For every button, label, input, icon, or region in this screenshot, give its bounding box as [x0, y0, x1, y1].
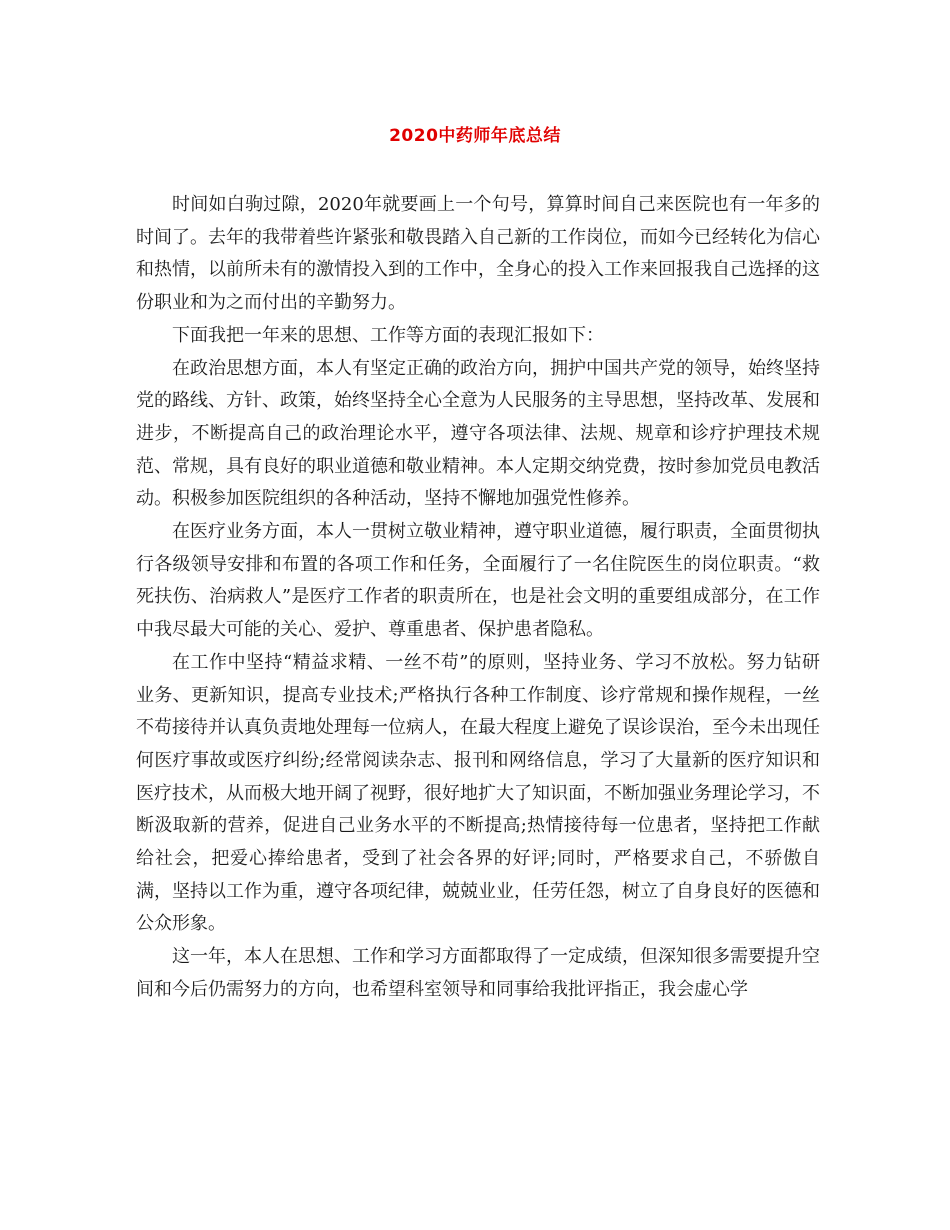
paragraph-principles: 在工作中坚持“精益求精、一丝不苟”的原则，坚持业务、学习不放松。努力钻研业务、更新知识，提高专业技术;严格执行各种工作制度、诊疗常规和操作规程，一丝不苟接待并认真负责地处理每一位病人，在最大程度上避免了误诊误治，至今未出现任何医疗事故或医疗纠纷;经常阅读杂志、报刊和网络信息，学习了大量新的医疗知识和医疗技术，从而极大地开阔了视野，很好地扩大了知识面，不断加强业务理论学习，不断汲取新的营养，促进自己业务水平的不断提高;热情接待每一位患者，坚持把工作献给社会，把爱心捧给患者，受到了社会各界的好评;同时，严格要求自己，不骄傲自满，坚持以工作为重，遵守各项纪律，兢兢业业，任劳任怨，树立了自身良好的医德和公众形象。: [136, 651, 820, 935]
paragraph-political: 在政治思想方面，本人有坚定正确的政治方向，拥护中国共产党的领导，始终坚持党的路线、方针、政策，始终坚持全心全意为人民服务的主导思想，坚持改革、发展和进步，不断提高自己的政治理论水平，遵守各项法律、法规、规章和诊疗护理技术规范、常规，具有良好的职业道德和敬业精神。本人定期交纳党费，按时参加党员电教活动。积极参加医院组织的各种活动，坚持不懈地加强党性修养。: [136, 357, 820, 510]
paragraph-intro: 时间如白驹过隙，2020年就要画上一个句号，算算时间自己来医院也有一年多的时间了。去年的我带着些许紧张和敬畏踏入自己新的工作岗位，而如今已经转化为信心和热情，以前所未有的激情投入到的工作中，全身心的投入工作来回报我自己选择的这份职业和为之而付出的辛勤努力。: [136, 194, 820, 314]
paragraph-conclusion: 这一年，本人在思想、工作和学习方面都取得了一定成绩，但深知很多需要提升空间和今后仍需努力的方向，也希望科室领导和同事给我批评指正，我会虚心学: [136, 946, 820, 1000]
paragraph-medical-work: 在医疗业务方面，本人一贯树立敬业精神，遵守职业道德，履行职责，全面贯彻执行各级领导安排和布置的各项工作和任务，全面履行了一名住院医生的岗位职责。“救死扶伤、治病救人”是医疗工作者的职责所在，也是社会文明的重要组成部分，在工作中我尽最大可能的关心、爱护、尊重患者、保护患者隐私。: [136, 521, 820, 641]
document-title: 2020中药师年底总结: [389, 126, 561, 146]
paragraph-report-lead: 下面我把一年来的思想、工作等方面的表现汇报如下：: [172, 324, 604, 346]
document-body: [136, 189, 820, 1007]
